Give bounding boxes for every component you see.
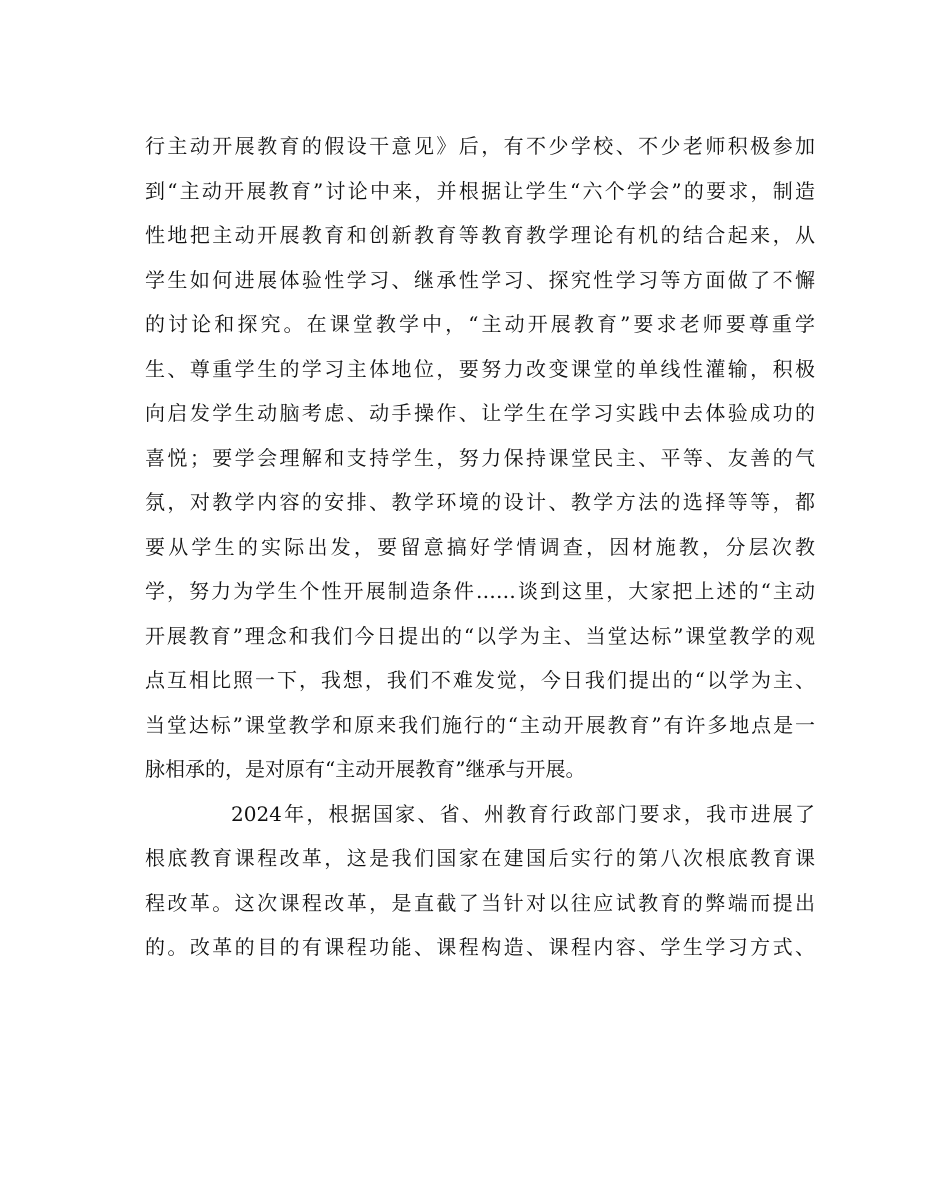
text-line: 氛，对教学内容的安排、教学环境的设计、教学方法的选择等等，都 <box>145 490 815 514</box>
text-line: 性地把主动开展教育和创新教育等教育教学理论有机的结合起来，从 <box>145 223 815 247</box>
body-text <box>145 124 815 970</box>
text-line: 学，努力为学生个性开展制造条件……谈到这里，大家把上述的“主动 <box>145 579 815 603</box>
text-line: 程改革。这次课程改革，是直截了当针对以往应试教育的弊端而提出 <box>145 890 815 915</box>
text-line: 要从学生的实际出发，要留意搞好学情调查，因材施教，分层次教 <box>145 534 815 559</box>
text-line: 2024年，根据国家、省、州教育行政部门要求，我市进展了 <box>231 801 815 826</box>
text-line: 行主动开展教育的假设干意见》后，有不少学校、不少老师积极参加 <box>145 134 815 158</box>
text-line: 的。改革的目的有课程功能、课程构造、课程内容、学生学习方式、 <box>145 935 815 959</box>
text-line: 到“主动开展教育”讨论中来，并根据让学生“六个学会”的要求，制造 <box>145 178 815 203</box>
text-line: 点互相比照一下，我想，我们不难发觉，今日我们提出的“以学为主、 <box>145 668 815 692</box>
text-line: 当堂达标”课堂教学和原来我们施行的“主动开展教育”有许多地点是一 <box>145 712 815 737</box>
text-line: 根底教育课程改革，这是我们国家在建国后实行的第八次根底教育课 <box>145 846 815 870</box>
text-line: 向启发学生动脑考虑、动手操作、让学生在学习实践中去体验成功的 <box>145 401 815 425</box>
text-line: 学生如何进展体验性学习、继承性学习、探究性学习等方面做了不懈 <box>145 267 815 292</box>
text-line: 生、尊重学生的学习主体地位，要努力改变课堂的单线性灌输，积极 <box>145 356 815 381</box>
text-line: 喜悦；要学会理解和支持学生，努力保持课堂民主、平等、友善的气 <box>145 445 815 470</box>
text-line: 开展教育”理念和我们今日提出的“以学为主、当堂达标”课堂教学的观 <box>145 623 815 648</box>
text-line: 的讨论和探究。在课堂教学中，“主动开展教育”要求老师要尊重学 <box>145 312 815 336</box>
text-line: 脉相承的，是对原有“主动开展教育”继承与开展。 <box>145 757 586 781</box>
